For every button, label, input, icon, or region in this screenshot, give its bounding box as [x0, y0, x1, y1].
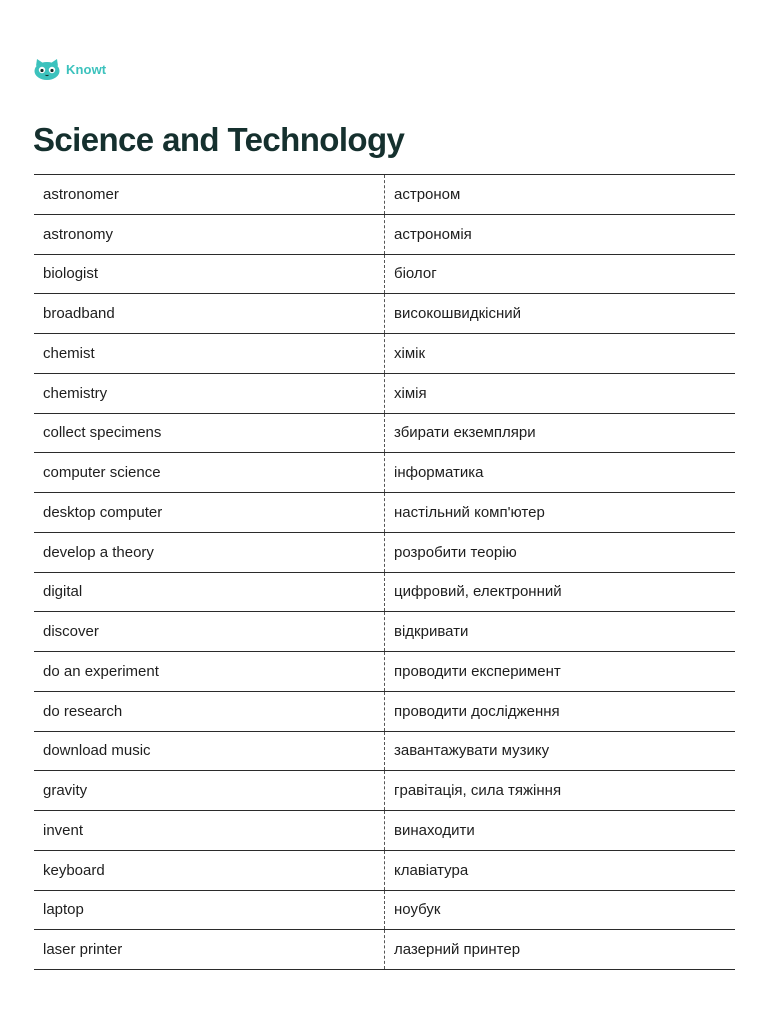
vocab-table	[34, 174, 735, 970]
definition-cell: високошвидкісний	[394, 305, 522, 323]
definition-cell: хімія	[394, 384, 427, 402]
definition-cell: інформатика	[394, 464, 484, 482]
definition-cell: хімік	[394, 344, 426, 362]
definition-cell: цифровий, електронний	[394, 583, 562, 601]
definition-cell: лазерний принтер	[394, 941, 521, 959]
table-row	[34, 573, 735, 613]
table-row	[34, 414, 735, 454]
table-row	[34, 255, 735, 295]
table-row	[34, 294, 735, 334]
table-row	[34, 453, 735, 493]
definition-cell: розробити теорію	[394, 543, 517, 561]
definition-cell: клавіатура	[394, 861, 469, 879]
table-row	[34, 692, 735, 732]
definition-cell: астроном	[394, 185, 461, 203]
table-row	[34, 652, 735, 692]
term-cell: laptop	[34, 891, 385, 930]
definition-cell: гравітація, сила тяжіння	[394, 782, 562, 800]
table-row	[34, 612, 735, 652]
table-row	[34, 891, 735, 931]
definition-cell: проводити дослідження	[394, 702, 560, 720]
term-cell: gravity	[34, 771, 385, 810]
definition-cell: настільний комп'ютер	[394, 503, 545, 521]
term-cell: computer science	[34, 453, 385, 492]
table-row	[34, 851, 735, 891]
term-cell: biologist	[34, 255, 385, 294]
term-cell: invent	[34, 811, 385, 850]
term-cell: do an experiment	[34, 652, 385, 691]
term-cell: laser printer	[34, 930, 385, 969]
table-row	[34, 493, 735, 533]
table-row	[34, 334, 735, 374]
term-cell: collect specimens	[34, 414, 385, 453]
table-row	[34, 811, 735, 851]
definition-cell: ноубук	[394, 901, 441, 919]
term-cell: desktop computer	[34, 493, 385, 532]
term-cell: keyboard	[34, 851, 385, 890]
term-cell: chemistry	[34, 374, 385, 413]
definition-cell: збирати екземпляри	[394, 424, 536, 442]
table-row	[34, 533, 735, 573]
definition-cell: відкривати	[394, 623, 469, 641]
definition-cell: проводити експеримент	[394, 662, 561, 680]
definition-cell: винаходити	[394, 821, 475, 839]
brand-name: Knowt	[66, 61, 107, 77]
page-title: Science and Technology	[33, 121, 405, 158]
term-cell: astronomy	[34, 215, 385, 254]
term-cell: do research	[34, 692, 385, 731]
knowt-cat-logo-icon	[33, 57, 61, 81]
term-cell: broadband	[34, 294, 385, 333]
term-cell: digital	[34, 573, 385, 612]
table-row	[34, 215, 735, 255]
term-cell: astronomer	[34, 175, 385, 214]
definition-cell: астрономія	[394, 225, 472, 243]
table-row	[34, 374, 735, 414]
definition-cell: завантажувати музику	[394, 742, 550, 760]
definition-cell: біолог	[394, 265, 437, 283]
table-row	[34, 930, 735, 970]
term-cell: develop a theory	[34, 533, 385, 572]
term-cell: chemist	[34, 334, 385, 373]
brand	[33, 57, 106, 81]
term-cell: discover	[34, 612, 385, 651]
term-cell: download music	[34, 732, 385, 771]
table-row	[34, 732, 735, 772]
table-row	[34, 771, 735, 811]
table-row	[34, 175, 735, 215]
